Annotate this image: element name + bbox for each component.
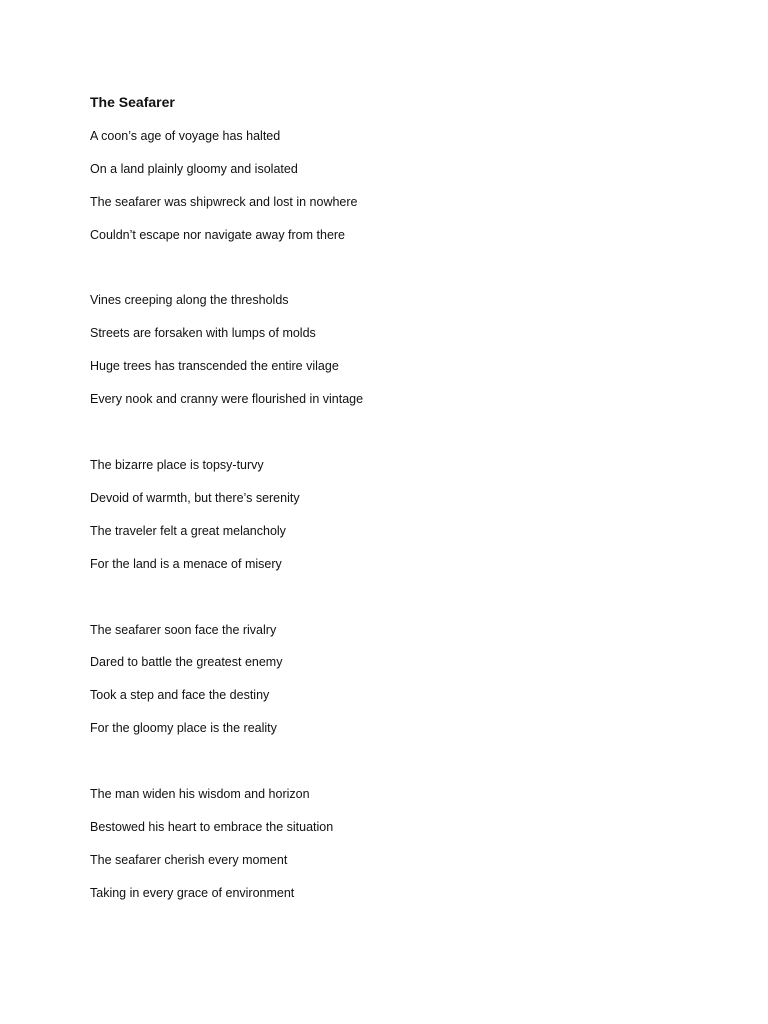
poem-line: Streets are forsaken with lumps of molds bbox=[90, 326, 316, 340]
poem-line: Bestowed his heart to embrace the situation bbox=[90, 820, 334, 834]
poem-line: Devoid of warmth, but there’s serenity bbox=[90, 491, 300, 505]
poem-line: The seafarer cherish every moment bbox=[90, 853, 288, 867]
poem-line: Vines creeping along the thresholds bbox=[90, 293, 289, 307]
poem-line: The man widen his wisdom and horizon bbox=[90, 787, 310, 801]
poem-title: The Seafarer bbox=[90, 94, 175, 110]
poem-line: Took a step and face the destiny bbox=[90, 688, 270, 702]
poem-line: A coon’s age of voyage has halted bbox=[90, 129, 281, 143]
poem-line: Huge trees has transcended the entire vilage bbox=[90, 359, 339, 373]
poem-line: On a land plainly gloomy and isolated bbox=[90, 162, 298, 176]
poem-line: The seafarer was shipwreck and lost in nowhere bbox=[90, 195, 358, 209]
poem-line: Couldn’t escape nor navigate away from there bbox=[90, 228, 346, 242]
poem-line: The bizarre place is topsy-turvy bbox=[90, 458, 264, 472]
poem-line: Taking in every grace of environment bbox=[90, 886, 295, 900]
poem-line: The traveler felt a great melancholy bbox=[90, 524, 286, 538]
poem-line: For the land is a menace of misery bbox=[90, 557, 282, 571]
poem-line: Every nook and cranny were flourished in vintage bbox=[90, 392, 364, 406]
poem-line: Dared to battle the greatest enemy bbox=[90, 655, 283, 669]
poem-line: For the gloomy place is the reality bbox=[90, 721, 277, 735]
poem-line: The seafarer soon face the rivalry bbox=[90, 623, 277, 637]
